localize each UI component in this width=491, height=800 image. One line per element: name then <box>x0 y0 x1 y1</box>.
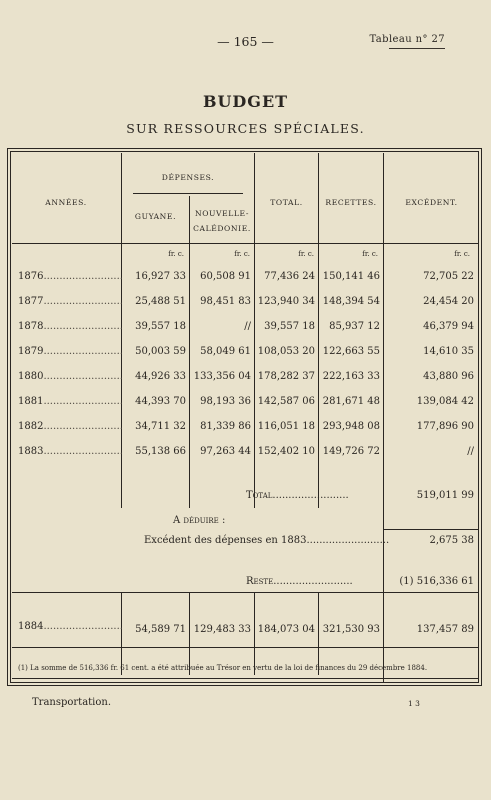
cell-guyane: 54,589 71 <box>135 624 186 635</box>
section-rule <box>12 592 479 593</box>
cell-recettes: 149,726 72 <box>322 446 380 457</box>
cell-excedent: 137,457 89 <box>416 624 474 635</box>
year-label: 1883 <box>18 446 44 457</box>
header-guyane: GUYANE. <box>134 212 177 221</box>
cell-nouvelle-caledonie: 98,451 83 <box>200 296 251 307</box>
header-annees: ANNÉES. <box>45 198 87 207</box>
header-rule <box>12 243 479 244</box>
cell-guyane: 25,488 51 <box>135 296 186 307</box>
cell-nouvelle-caledonie: 97,263 44 <box>200 446 251 457</box>
cell-guyane: 50,003 59 <box>135 346 186 357</box>
deduction-heading: A déduire : <box>173 515 226 526</box>
page-title: BUDGET <box>202 92 289 111</box>
table-reference-underline <box>389 48 445 49</box>
year-label: 1876 <box>18 271 44 282</box>
year-label: 1884 <box>18 621 44 632</box>
cell-excedent: 139,084 42 <box>416 396 474 407</box>
deduction-value: 2,675 38 <box>429 535 474 546</box>
cell-recettes: 293,948 08 <box>322 421 380 432</box>
reste-label: Reste......................... <box>246 576 353 587</box>
footnote: (1) La somme de 516,336 fr. 61 cent. a été attribuée au Trésor en vertu de la loi de finances du 29 décembre 1884. <box>18 664 428 672</box>
year-label: 1878 <box>18 321 44 332</box>
cell-nouvelle-caledonie: // <box>244 321 251 332</box>
cell-recettes: 122,663 55 <box>322 346 380 357</box>
cell-nouvelle-caledonie: 133,356 04 <box>193 371 251 382</box>
cell-guyane: 34,711 32 <box>135 421 186 432</box>
cell-nouvelle-caledonie: 58,049 61 <box>200 346 251 357</box>
cell-total: 116,051 18 <box>257 421 315 432</box>
header-total: TOTAL. <box>270 198 303 207</box>
header-depenses: DÉPENSES. <box>161 173 215 182</box>
page-number: — 165 — <box>217 34 274 49</box>
cell-excedent: 14,610 35 <box>423 346 474 357</box>
cell-recettes: 85,937 12 <box>329 321 380 332</box>
cell-excedent: 24,454 20 <box>423 296 474 307</box>
cell-total: 123,940 34 <box>257 296 315 307</box>
header-nouvelle: NOUVELLE- <box>194 209 250 218</box>
cell-total: 77,436 24 <box>264 271 315 282</box>
page-subtitle: SUR RESSOURCES SPÉCIALES. <box>126 121 365 136</box>
cell-total: 184,073 04 <box>257 624 315 635</box>
transport-label: Transportation. <box>32 697 112 708</box>
cell-excedent: 43,880 96 <box>423 371 474 382</box>
cell-total: 152,402 10 <box>257 446 315 457</box>
bottom-rule <box>12 678 479 679</box>
total-value: 519,011 99 <box>416 490 474 501</box>
cell-guyane: 44,393 70 <box>135 396 186 407</box>
year-label: 1877 <box>18 296 44 307</box>
unit-label: fr. c. <box>454 250 470 258</box>
cell-total: 108,053 20 <box>257 346 315 357</box>
footnote-rule <box>12 647 479 648</box>
cell-excedent: 72,705 22 <box>423 271 474 282</box>
cell-recettes: 281,671 48 <box>322 396 380 407</box>
cell-excedent: // <box>467 446 474 457</box>
reste-value: (1) 516,336 61 <box>399 576 474 587</box>
cell-nouvelle-caledonie: 98,193 36 <box>200 396 251 407</box>
col-rule <box>121 592 122 675</box>
header-excedent: EXCÉDENT. <box>405 198 458 207</box>
cell-nouvelle-caledonie: 60,508 91 <box>200 271 251 282</box>
budget-table: ANNÉES. DÉPENSES. GUYANE. NOUVELLE- CALÉDONIE. TOTAL. RECETTES. EXCÉDENT. fr. c. fr. c. fr. c. fr. c. fr. c. 1876......................... 16,927 33 60,508 91 77,436 24 150,141 46 72,705 22 1877......................... 25,488 51 98,451 83 123,940 34 148,394 54 24,454 20 1878......................... 39,557 18 // 39,557 18 85,937 12 46,379 94 1879......................... 50,003 59 58,049 61 108,053 20 122,663 55 14,610 35 1880......................... 44,926 33 133,356 04 178,282 37 222,163 33 43,880 96 1881......................... 44,393 70 98,193 36 142,587 06 281,671 48 139,084 42 1882......................... 34,711 32 81,339 86 116,051 18 293,948 08 177,896 90 1883......................... 55,138 66 97,263 44 152,402 10 149,726 72 // Total........................ 519,011 99 A déduire : Excédent des dépenses en 1883.......................... 2,675 38 Reste......................... (1) 516,336 61 1884......................... 54,589 71 129,483 33 184,073 04 321,530 93 137,457 89 <box>7 148 482 686</box>
cell-guyane: 16,927 33 <box>135 271 186 282</box>
cell-recettes: 148,394 54 <box>322 296 380 307</box>
cell-recettes: 321,530 93 <box>322 624 380 635</box>
year-label: 1881 <box>18 396 44 407</box>
cell-total: 178,282 37 <box>257 371 315 382</box>
cell-guyane: 39,557 18 <box>135 321 186 332</box>
cell-nouvelle-caledonie: 129,483 33 <box>193 624 251 635</box>
cell-guyane: 55,138 66 <box>135 446 186 457</box>
depenses-rule <box>133 193 243 194</box>
unit-label: fr. c. <box>234 250 250 258</box>
cell-total: 142,587 06 <box>257 396 315 407</box>
year-label: 1879 <box>18 346 44 357</box>
year-label: 1882 <box>18 421 44 432</box>
cell-excedent: 177,896 90 <box>416 421 474 432</box>
cell-nouvelle-caledonie: 81,339 86 <box>200 421 251 432</box>
cell-total: 39,557 18 <box>264 321 315 332</box>
deduction-label: Excédent des dépenses en 1883.......................... <box>144 535 390 546</box>
cell-guyane: 44,926 33 <box>135 371 186 382</box>
total-label: Total........................ <box>246 490 349 501</box>
cell-recettes: 222,163 33 <box>322 371 380 382</box>
cell-recettes: 150,141 46 <box>322 271 380 282</box>
cell-excedent: 46,379 94 <box>423 321 474 332</box>
header-recettes: RECETTES. <box>325 198 377 207</box>
unit-label: fr. c. <box>362 250 378 258</box>
unit-label: fr. c. <box>298 250 314 258</box>
table-reference: Tableau n° 27 <box>369 34 445 45</box>
year-label: 1880 <box>18 371 44 382</box>
signature-mark: 1 3 <box>408 699 420 708</box>
unit-label: fr. c. <box>168 250 184 258</box>
section-rule <box>383 529 479 530</box>
col-rule <box>383 153 384 683</box>
header-caledonie: CALÉDONIE. <box>193 224 251 233</box>
